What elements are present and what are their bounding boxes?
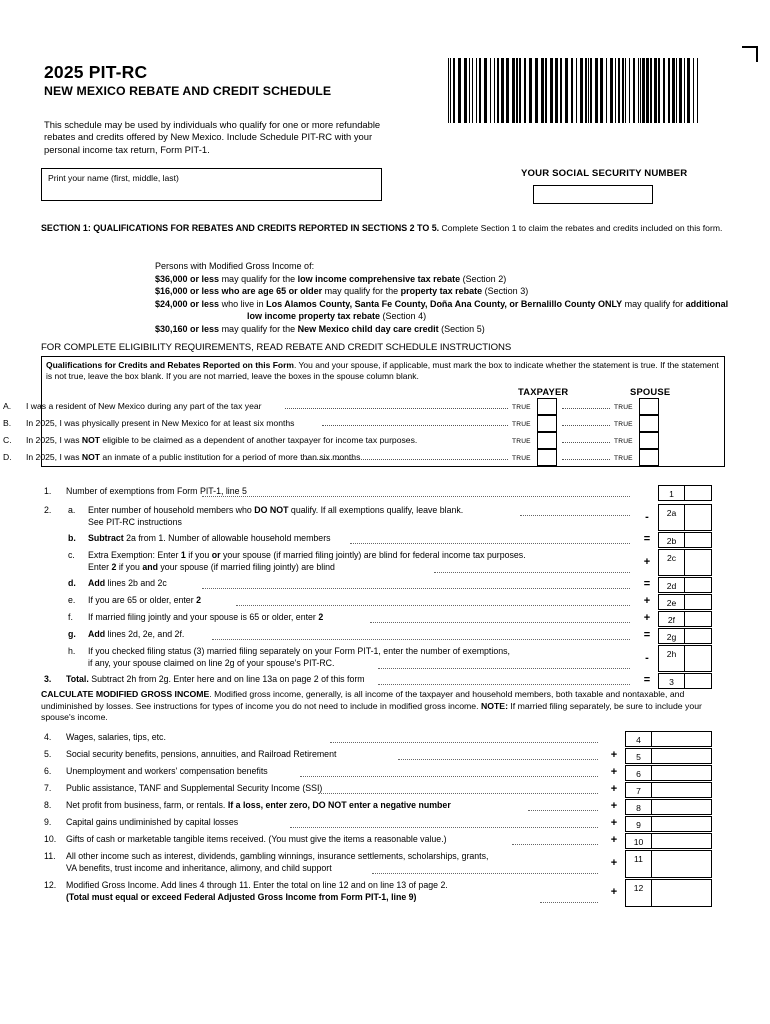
statement-text: I was a resident of New Mexico during any part of the tax year <box>26 401 262 411</box>
qualify-line: $36,000 or less may qualify for the low income comprehensive tax rebate (Section 2) <box>155 273 507 284</box>
line-letter: a. <box>68 505 76 515</box>
amount-entry-box[interactable] <box>658 611 712 627</box>
line-number: 3. <box>44 674 52 684</box>
line-number: 7. <box>44 783 52 793</box>
qualification-statement-row <box>0 415 684 432</box>
box-line-label: 2e <box>659 595 685 609</box>
taxpayer-true-label: TRUE <box>512 403 531 411</box>
qualify-line: $30,160 or less may qualify for the New Mexico child day care credit (Section 5) <box>155 323 485 334</box>
operator-sign: + <box>643 595 651 607</box>
spouse-column-header: SPOUSE <box>630 386 671 397</box>
operator-sign: + <box>610 886 618 898</box>
leader-dots <box>434 571 630 573</box>
amount-entry-box[interactable] <box>625 748 712 764</box>
operator-sign: + <box>610 817 618 829</box>
registration-corner-mark <box>742 46 758 62</box>
leader-dots <box>285 407 508 409</box>
qualification-statement-row <box>0 432 684 449</box>
line-description: Enter number of household members who DO NOT qualify. If all exemptions qualify, leave blank. See PIT-RC instructions <box>88 505 464 527</box>
amount-entry-box[interactable] <box>658 549 712 576</box>
leader-dots <box>562 458 610 460</box>
taxpayer-column-header: TAXPAYER <box>518 386 569 397</box>
amount-entry-box[interactable] <box>625 833 712 849</box>
line-letter: d. <box>68 578 76 588</box>
line-letter: f. <box>68 612 73 622</box>
leader-dots <box>318 792 598 794</box>
leader-dots <box>202 587 630 589</box>
exemption-line-row <box>0 594 770 610</box>
operator-sign: + <box>610 857 618 869</box>
line-number: 4. <box>44 732 52 742</box>
exemption-line-row <box>0 577 770 593</box>
exemption-line-row <box>0 611 770 627</box>
box-line-label: 2b <box>659 533 685 547</box>
section1-heading-bold: SECTION 1: QUALIFICATIONS FOR REBATES AND CREDITS REPORTED IN SECTIONS 2 TO 5. <box>41 223 440 233</box>
income-line-row <box>0 799 770 815</box>
line-description: If you checked filing status (3) married filing separately on your Form PIT-1, enter the number of exemptions, if any, your spouse claimed on line 2g of your spouse's PIT-RC. <box>88 646 510 668</box>
box-line-label: 8 <box>626 800 652 814</box>
leader-dots <box>202 495 630 497</box>
modified-gross-income-instructions <box>41 689 727 724</box>
form-number: 2025 PIT-RC <box>44 62 148 82</box>
qualifications-box-instructions <box>46 360 722 383</box>
section1-heading <box>41 223 727 235</box>
income-line-row <box>0 850 770 878</box>
exemption-line-row <box>0 645 770 672</box>
leader-dots <box>350 542 630 544</box>
line-description: Unemployment and workers' compensation benefits <box>66 766 268 776</box>
mgi-note-label: NOTE: <box>480 700 508 711</box>
operator-sign: + <box>610 783 618 795</box>
spouse-true-label: TRUE <box>614 454 633 462</box>
exemption-line-row <box>0 532 770 548</box>
statement-text: In 2025, I was NOT an inmate of a public institution for a period of more than six months <box>26 452 361 462</box>
leader-dots <box>562 424 610 426</box>
amount-entry-box[interactable] <box>658 485 712 501</box>
income-line-row <box>0 816 770 832</box>
qualify-line: low income property tax rebate (Section 4) <box>247 311 427 322</box>
box-line-label: 5 <box>626 749 652 763</box>
leader-dots <box>520 514 630 516</box>
operator-sign: + <box>610 800 618 812</box>
income-line-row <box>0 765 770 781</box>
qualify-intro: Persons with Modified Gross Income of: <box>155 261 315 271</box>
operator-sign: - <box>645 511 649 523</box>
line-description: Number of exemptions from Form PIT-1, line 5 <box>66 486 247 496</box>
line-letter: h. <box>68 646 76 656</box>
amount-entry-box[interactable] <box>658 594 712 610</box>
line-description: Capital gains undiminished by capital losses <box>66 817 239 827</box>
amount-entry-box[interactable] <box>625 816 712 832</box>
taxpayer-checkbox[interactable] <box>537 449 557 466</box>
exemption-line-row <box>0 504 770 531</box>
qualification-income-list <box>155 260 727 336</box>
taxpayer-checkbox[interactable] <box>537 432 557 449</box>
spouse-true-label: TRUE <box>614 437 633 445</box>
amount-entry-box[interactable] <box>658 673 712 689</box>
exemption-line-row <box>0 549 770 576</box>
box-line-label: 11 <box>626 851 652 877</box>
spouse-checkbox[interactable] <box>639 398 659 415</box>
income-line-row <box>0 731 770 747</box>
line-description: All other income such as interest, dividends, gambling winnings, insurance settlements, scholarships, grants, VA benefits, trust income and inheritance, alimony, and child support <box>66 851 489 873</box>
leader-dots <box>378 683 630 685</box>
amount-entry-box[interactable] <box>625 799 712 815</box>
box-line-label: 4 <box>626 732 652 746</box>
form-title: NEW MEXICO REBATE AND CREDIT SCHEDULE <box>44 84 332 98</box>
operator-sign: + <box>610 834 618 846</box>
line-description: Public assistance, TANF and Supplemental Security Income (SSI) <box>66 783 323 793</box>
leader-dots <box>330 741 598 743</box>
box-line-label: 9 <box>626 817 652 831</box>
qualification-statement-row <box>0 398 684 415</box>
line-number: 11. <box>44 851 56 861</box>
line-description: If married filing jointly and your spouse is 65 or older, enter 2 <box>88 612 324 622</box>
income-line-row <box>0 748 770 764</box>
line-letter: e. <box>68 595 76 605</box>
line-description: Social security benefits, pensions, annuities, and Railroad Retirement <box>66 749 337 759</box>
amount-entry-box[interactable] <box>658 645 712 672</box>
income-line-row <box>0 833 770 849</box>
box-line-label: 7 <box>626 783 652 797</box>
box-line-label: 10 <box>626 834 652 848</box>
operator-sign: + <box>610 766 618 778</box>
leader-dots <box>212 638 630 640</box>
taxpayer-checkbox[interactable] <box>537 398 557 415</box>
leader-dots <box>378 667 630 669</box>
line-letter: c. <box>68 550 75 560</box>
line-description: Wages, salaries, tips, etc. <box>66 732 166 742</box>
line-letter: g. <box>68 629 76 639</box>
box-line-label: 2a <box>659 505 685 530</box>
operator-sign: + <box>643 556 651 568</box>
operator-sign: = <box>643 629 651 641</box>
name-field[interactable] <box>41 168 382 201</box>
amount-entry-box[interactable] <box>625 765 712 781</box>
operator-sign: - <box>645 652 649 664</box>
box-line-label: 6 <box>626 766 652 780</box>
operator-sign: + <box>610 749 618 761</box>
exemption-line-row <box>0 628 770 644</box>
amount-entry-box[interactable] <box>658 532 712 548</box>
line-description: Net profit from business, farm, or rentals. If a loss, enter zero, DO NOT enter a negative number <box>66 800 451 810</box>
leader-dots <box>300 775 598 777</box>
amount-entry-box[interactable] <box>625 782 712 798</box>
amount-entry-box[interactable] <box>625 731 712 747</box>
leader-dots <box>528 809 598 811</box>
name-field-label: Print your name (first, middle, last) <box>48 173 179 183</box>
statement-text: In 2025, I was physically present in New Mexico for at least six months <box>26 418 295 428</box>
leader-dots <box>562 441 610 443</box>
form-intro-text: This schedule may be used by individuals who qualify for one or more refundable rebates and credits offered by New Mexico. Include Schedule PIT-RC with your personal income tax return, Form PIT-1. <box>44 119 381 155</box>
qualify-line: $24,000 or less who live in Los Alamos County, Santa Fe County, Doña Ana County, or Bernalillo County ONLY may qualify for additional <box>155 298 729 309</box>
leader-dots <box>302 458 508 460</box>
statement-letter: D. <box>3 452 12 462</box>
statement-letter: A. <box>3 401 12 411</box>
qualification-statement-row <box>0 449 684 466</box>
qualifications-box-body: . You and your spouse, if applicable, must mark the box to indicate whether the statement is true. If the statement is not true, leave the box blank. If you are not married, leave the boxes in the spouse column blank. <box>46 360 719 382</box>
taxpayer-checkbox[interactable] <box>537 415 557 432</box>
mgi-body: . Modified gross income, generally, is all income of the taxpayer and household members, both taxable and nontaxable, and undiminished by losses. See instructions for types of income you do not need to include in modified gross income. <box>41 689 685 711</box>
line-description: Gifts of cash or marketable tangible items received. (You must give the items a reasonable value.) <box>66 834 447 844</box>
box-line-label: 2h <box>659 646 685 671</box>
box-line-label: 2c <box>659 550 685 575</box>
mgi-heading: CALCULATE MODIFIED GROSS INCOME <box>41 689 210 699</box>
spouse-true-label: TRUE <box>614 403 633 411</box>
box-line-label: 3 <box>659 674 685 688</box>
line-letter: b. <box>68 533 76 543</box>
line-description: Modified Gross Income. Add lines 4 through 11. Enter the total on line 12 and on line 13 of page 2. (Total must equal or exceed Federal Adjusted Gross Income from Form PIT-1, line 9) <box>66 880 448 902</box>
line-number: 12. <box>44 880 57 890</box>
taxpayer-true-label: TRUE <box>512 437 531 445</box>
income-line-row <box>0 782 770 798</box>
leader-dots <box>562 407 610 409</box>
amount-entry-box[interactable] <box>625 879 712 907</box>
box-line-label: 2f <box>659 612 685 626</box>
amount-entry-box[interactable] <box>658 628 712 644</box>
statement-letter: B. <box>3 418 12 428</box>
leader-dots <box>370 621 630 623</box>
spouse-true-label: TRUE <box>614 420 633 428</box>
statement-text: In 2025, I was NOT eligible to be claimed as a dependent of another taxpayer for income tax purposes. <box>26 435 418 445</box>
qualifications-box-bold-lead: Qualifications for Credits and Rebates Reported on this Form <box>46 360 294 370</box>
line-description: Add lines 2d, 2e, and 2f. <box>88 629 185 639</box>
ssn-field[interactable] <box>533 185 653 204</box>
box-line-label: 1 <box>659 486 685 500</box>
exemption-line-row <box>0 673 770 689</box>
statement-letter: C. <box>3 435 12 445</box>
line-number: 9. <box>44 817 52 827</box>
spouse-checkbox[interactable] <box>639 449 659 466</box>
box-line-label: 2g <box>659 629 685 643</box>
box-line-label: 2d <box>659 578 685 592</box>
line-description: Extra Exemption: Enter 1 if you or your spouse (if married filing jointly) are blind for federal income tax purposes. Enter 2 if you and your spouse (if married filing jointly) are blind <box>88 550 526 572</box>
operator-sign: + <box>643 612 651 624</box>
line-number: 6. <box>44 766 52 776</box>
leader-dots <box>290 826 598 828</box>
line-description: Subtract 2a from 1. Number of allowable household members <box>88 533 331 543</box>
operator-sign: = <box>643 674 651 686</box>
spouse-checkbox[interactable] <box>639 415 659 432</box>
income-line-row <box>0 879 770 907</box>
ssn-label: YOUR SOCIAL SECURITY NUMBER <box>521 168 688 179</box>
line-number: 8. <box>44 800 52 810</box>
line-description: Total. Subtract 2h from 2g. Enter here and on line 13a on page 2 of this form <box>66 674 365 684</box>
section1-heading-rest: Complete Section 1 to claim the rebates and credits included on this form. <box>441 223 723 233</box>
exemption-line-row <box>0 485 770 501</box>
operator-sign: = <box>643 533 651 545</box>
leader-dots <box>398 758 598 760</box>
eligibility-instructions-line: FOR COMPLETE ELIGIBILITY REQUIREMENTS, READ REBATE AND CREDIT SCHEDULE INSTRUCTIONS <box>41 342 512 353</box>
leader-dots <box>322 424 508 426</box>
amount-entry-box[interactable] <box>658 504 712 531</box>
line-number: 2. <box>44 505 52 515</box>
amount-entry-box[interactable] <box>625 850 712 878</box>
operator-sign: = <box>643 578 651 590</box>
spouse-checkbox[interactable] <box>639 432 659 449</box>
taxpayer-true-label: TRUE <box>512 454 531 462</box>
leader-dots <box>540 901 598 903</box>
form-barcode <box>448 58 700 123</box>
leader-dots <box>512 843 598 845</box>
leader-dots <box>236 604 630 606</box>
qualify-line: $16,000 or less who are age 65 or older may qualify for the property tax rebate (Section 3) <box>155 286 529 297</box>
mgi-note-text: If married filing separately, be sure to include your spouse's income. <box>41 700 702 723</box>
taxpayer-true-label: TRUE <box>512 420 531 428</box>
line-number: 5. <box>44 749 52 759</box>
line-number: 1. <box>44 486 52 496</box>
line-description: Add lines 2b and 2c <box>88 578 167 588</box>
line-description: If you are 65 or older, enter 2 <box>88 595 201 605</box>
leader-dots <box>372 872 598 874</box>
line-number: 10. <box>44 834 57 844</box>
box-line-label: 12 <box>626 880 652 906</box>
amount-entry-box[interactable] <box>658 577 712 593</box>
